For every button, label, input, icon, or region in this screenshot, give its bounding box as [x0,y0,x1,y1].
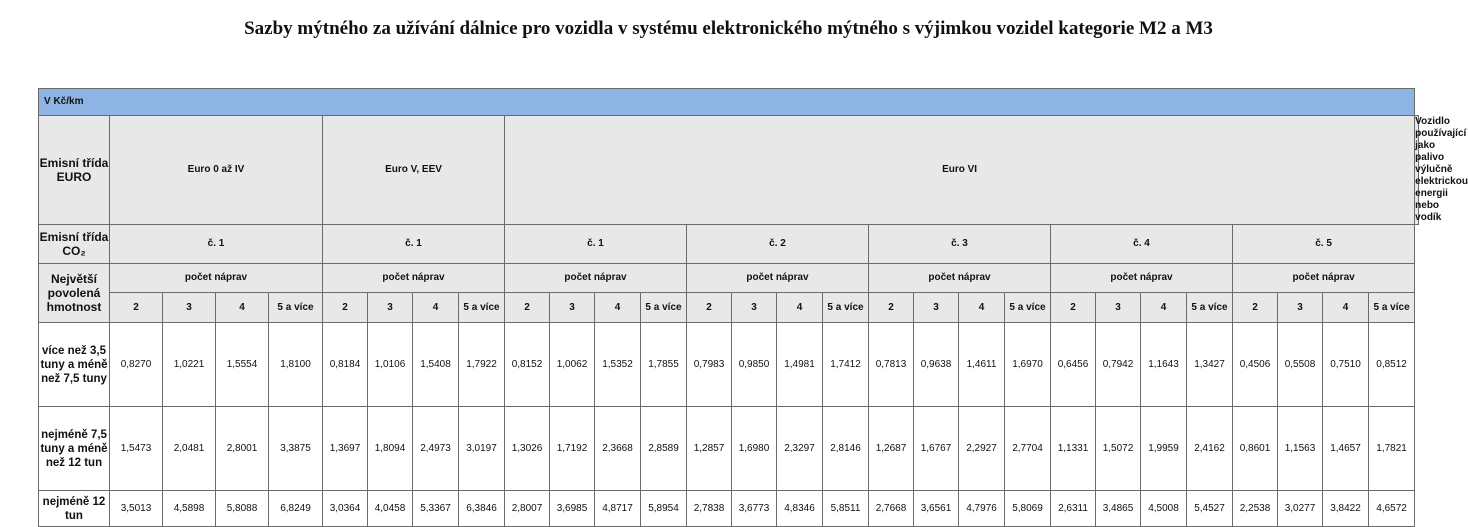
weight-row-label: nejméně 7,5 tuny a méně než 12 tun [39,407,110,491]
rate-cell: 3,0197 [459,407,505,491]
weight-row-label: více než 3,5 tuny a méně než 7,5 tuny [39,323,110,407]
rate-cell: 0,4506 [1233,323,1278,407]
axle-count-header: 4 [777,293,823,323]
rate-cell: 1,0106 [368,323,413,407]
row-label-emission-euro: Emisní třída EURO [39,116,110,225]
axle-count-header: 5 a více [459,293,505,323]
row-label-max-weight: Největší povolená hmotnost [39,264,110,323]
axle-count-header: 3 [732,293,777,323]
rate-cell: 2,4162 [1187,407,1233,491]
rate-cell: 5,3367 [413,491,459,527]
euro-class-header: Euro V, EEV [323,116,505,225]
rate-cell: 4,5898 [163,491,216,527]
co2-class-header: č. 1 [323,225,505,264]
rate-cell: 0,5508 [1278,323,1323,407]
axle-count-header: 2 [687,293,732,323]
rate-cell: 2,4973 [413,407,459,491]
rate-cell: 2,2538 [1233,491,1278,527]
axle-count-header: 3 [1278,293,1323,323]
rate-cell: 1,8100 [269,323,323,407]
axle-count-header: 3 [914,293,959,323]
rate-cell: 1,8094 [368,407,413,491]
rate-cell: 0,8601 [1233,407,1278,491]
rate-cell: 5,8069 [1005,491,1051,527]
rate-cell: 1,5352 [595,323,641,407]
unit-label: V Kč/km [39,89,1415,116]
page-title: Sazby mýtného za užívání dálnice pro vozidla v systému elektronického mýtného s výjimkou vozidel kategorie M2 a M3 [244,18,1213,39]
rate-cell: 0,8152 [505,323,550,407]
rate-cell: 4,5008 [1141,491,1187,527]
rate-cell: 3,3875 [269,407,323,491]
rate-cell: 1,7192 [550,407,595,491]
axle-count-header: 4 [216,293,269,323]
axles-group-header: počet náprav [505,264,687,293]
rate-cell: 2,8001 [216,407,269,491]
axle-count-header: 4 [1141,293,1187,323]
rate-cell: 0,6456 [1051,323,1096,407]
axle-count-header: 5 a více [641,293,687,323]
axle-count-header: 2 [869,293,914,323]
rate-cell: 2,8146 [823,407,869,491]
rate-cell: 0,9850 [732,323,777,407]
rate-cell: 1,3697 [323,407,368,491]
axles-group-header: počet náprav [1233,264,1415,293]
rate-cell: 3,0277 [1278,491,1323,527]
rate-cell: 1,6980 [732,407,777,491]
axle-count-header: 2 [323,293,368,323]
rate-cell: 1,2857 [687,407,732,491]
axles-group-header: počet náprav [323,264,505,293]
row-label-emission-co2: Emisní třída CO₂ [39,225,110,264]
rate-cell: 3,4865 [1096,491,1141,527]
rate-cell: 1,4657 [1323,407,1369,491]
rate-cell: 1,6970 [1005,323,1051,407]
rate-cell: 1,5473 [110,407,163,491]
axle-count-header: 2 [1233,293,1278,323]
axle-count-header: 5 a více [1005,293,1051,323]
toll-rates-table [38,88,1468,527]
rate-cell: 2,3297 [777,407,823,491]
rate-cell: 1,4981 [777,323,823,407]
rate-cell: 2,8007 [505,491,550,527]
rate-cell: 4,8717 [595,491,641,527]
rate-cell: 0,8270 [110,323,163,407]
axles-group-header: počet náprav [110,264,323,293]
rate-cell: 4,0458 [368,491,413,527]
rate-cell: 1,1563 [1278,407,1323,491]
rate-cell: 0,8184 [323,323,368,407]
rate-cell: 1,7412 [823,323,869,407]
rate-cell: 6,8249 [269,491,323,527]
axles-group-header: počet náprav [687,264,869,293]
rate-cell: 1,7922 [459,323,505,407]
rate-cell: 5,8088 [216,491,269,527]
rate-cell: 3,6985 [550,491,595,527]
axle-count-header: 5 a více [823,293,869,323]
axle-count-header: 2 [110,293,163,323]
rate-cell: 2,0481 [163,407,216,491]
rate-cell: 3,6773 [732,491,777,527]
rate-cell: 0,9638 [914,323,959,407]
co2-class-header: č. 5 [1233,225,1415,264]
rate-cell: 2,3668 [595,407,641,491]
axle-count-header: 3 [163,293,216,323]
euro-class-header: Vozidlo používající jako palivo výlučně elektrickou energii nebo vodík [1415,116,1468,223]
rate-cell: 1,5554 [216,323,269,407]
co2-class-header: č. 4 [1051,225,1233,264]
rate-cell: 2,6311 [1051,491,1096,527]
co2-class-header: č. 1 [110,225,323,264]
axle-count-header: 5 a více [1369,293,1415,323]
rate-cell: 1,0062 [550,323,595,407]
rate-cell: 1,7855 [641,323,687,407]
axle-count-header: 4 [1323,293,1369,323]
rate-cell: 4,7976 [959,491,1005,527]
rate-cell: 1,9959 [1141,407,1187,491]
rate-cell: 3,5013 [110,491,163,527]
axle-count-header: 2 [1051,293,1096,323]
rate-cell: 1,6767 [914,407,959,491]
rate-cell: 2,8589 [641,407,687,491]
rate-cell: 5,4527 [1187,491,1233,527]
rate-cell: 4,8346 [777,491,823,527]
rate-cell: 0,7942 [1096,323,1141,407]
rate-cell: 1,7821 [1369,407,1415,491]
rate-cell: 1,5072 [1096,407,1141,491]
rate-cell: 3,8422 [1323,491,1369,527]
co2-class-header: č. 3 [869,225,1051,264]
rate-cell: 2,7704 [1005,407,1051,491]
axle-count-header: 4 [413,293,459,323]
rate-cell: 1,1643 [1141,323,1187,407]
euro-class-header: Euro 0 až IV [110,116,323,225]
rate-cell: 2,2927 [959,407,1005,491]
rate-cell: 1,3427 [1187,323,1233,407]
rate-cell: 5,8511 [823,491,869,527]
axle-count-header: 4 [959,293,1005,323]
rate-cell: 0,7813 [869,323,914,407]
rate-cell: 1,1331 [1051,407,1096,491]
rate-cell: 1,5408 [413,323,459,407]
axle-count-header: 2 [505,293,550,323]
axle-count-header: 3 [368,293,413,323]
rate-cell: 0,7510 [1323,323,1369,407]
rate-cell: 1,0221 [163,323,216,407]
axle-count-header: 3 [550,293,595,323]
rate-cell: 4,6572 [1369,491,1415,527]
axle-count-header: 3 [1096,293,1141,323]
axle-count-header: 5 a více [269,293,323,323]
rate-cell: 6,3846 [459,491,505,527]
rate-cell: 0,7983 [687,323,732,407]
weight-row-label: nejméně 12 tun [39,491,110,527]
axles-group-header: počet náprav [869,264,1051,293]
rate-cell: 1,3026 [505,407,550,491]
axle-count-header: 4 [595,293,641,323]
co2-class-header: č. 2 [687,225,869,264]
rate-cell: 5,8954 [641,491,687,527]
euro-class-header: Euro VI [505,116,1415,225]
rate-cell: 2,7668 [869,491,914,527]
rate-cell: 1,4611 [959,323,1005,407]
axle-count-header: 5 a více [1187,293,1233,323]
co2-class-header: č. 1 [505,225,687,264]
rate-cell: 0,8512 [1369,323,1415,407]
rate-cell: 2,7838 [687,491,732,527]
axles-group-header: počet náprav [1051,264,1233,293]
rate-cell: 3,0364 [323,491,368,527]
rate-cell: 1,2687 [869,407,914,491]
rate-cell: 3,6561 [914,491,959,527]
